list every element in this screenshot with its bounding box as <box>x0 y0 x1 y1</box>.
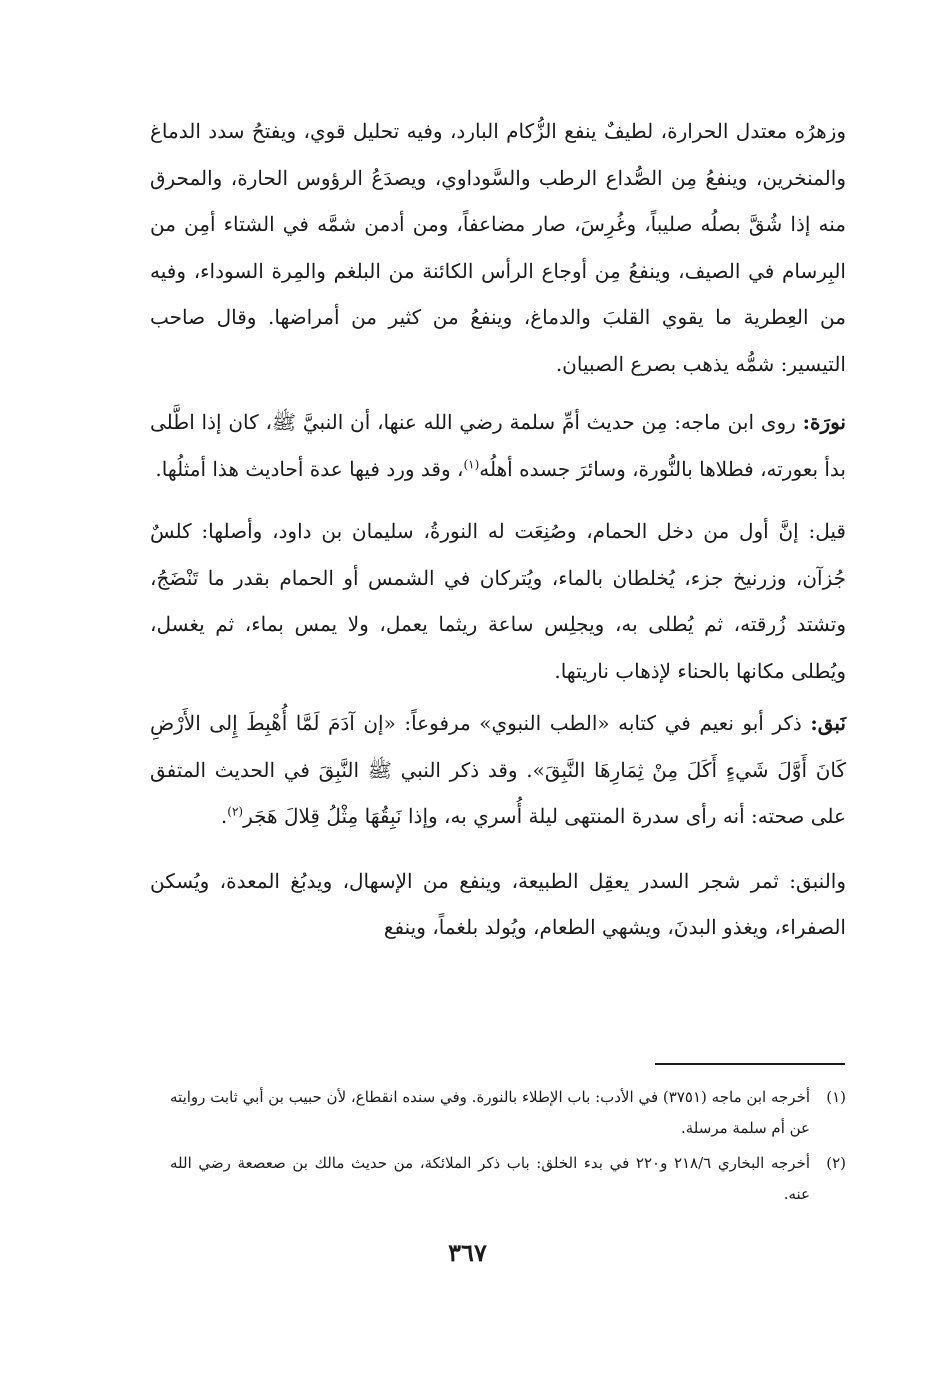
footnote-1-number: (١) <box>826 1088 846 1106</box>
paragraph-nabq-text-a: ذكر أبو نعيم في كتابه «الطب النبوي» مرفوعاً: «إن آدَمَ لَمَّا أُهْبِطَ إِلى الأَرْضِ كَانَ أَوَّلَ شَيءٍ أَكَلَ مِنْ ثِمَارِهَا النَّبِقَ». وقد ذكر النبي ﷺ النَّبِقَ في الحديث المتفق على صحته: أنه رأى سدرة المنتهى ليلة أُسري به، وإذا نَبِقُهَا مِثْلُ قِلالَ هَجَر <box>150 711 846 828</box>
paragraph-basil-flower: وزهرُه معتدل الحرارة، لطيفٌ ينفع الزُّكام البارد، وفيه تحليل قوي، ويفتحُ سدد الدماغ والمنخرين، وينفعُ مِن الصُّداع الرطب والسَّوداوي، ويصدَعُ الرؤوس الحارة، والمحرق منه إذا شُقَّ بصلُه صليباً، وغُرِسَ، صار مضاعفاً، ومن أدمن شمَّه في الشتاء أمِن من البِرسام في الصيف، وينفعُ مِن أوجاع الرأس الكائنة من البلغم والمِرة السوداء، وفيه من العِطرية ما يقوي القلبَ والدماغ، وينفعُ من كثير من أمراضها. وقال صاحب التيسير: شمُّه يذهب بصرع الصبيان. <box>150 119 846 376</box>
paragraph-nabq-properties: والنبق: ثمر شجر السدر يعقِل الطبيعة، وينفع من الإسهال، ويدبُغ المعدة، ويُسكن الصفراء، ويغذو البدنَ، ويشهي الطعام، ويُولد بلغماً، وينفع <box>150 868 846 939</box>
footnote-2-text: أخرجه البخاري ٢١٨/٦ و٢٢٠ في بدء الخلق: باب ذكر الملائكة، من حديث مالك بن صعصعة رضي الله عنه. <box>170 1154 810 1203</box>
entry-term-noora: نورَة: <box>802 410 846 434</box>
paragraph-noora-text-b: ، وقد ورد فيها عدة أحاديث هذا أمثلُها. <box>155 456 464 481</box>
main-text <box>150 108 846 951</box>
paragraph-nabq-text-b: . <box>220 804 228 828</box>
page-number: ٣٦٧ <box>448 1238 487 1267</box>
entry-term-nabq: نَبق: <box>810 711 846 735</box>
footnote-1 <box>170 1082 846 1144</box>
paragraph-bath-origin: قيل: إنَّ أول من دخل الحمام، وصُنِعَت له النورةُ، سليمان بن داود، وأصلها: كلسٌ جُزآن، وزرنيخ جزء، يُخلطان بالماء، ويُتركان في الشمس أو الحمام بقدر ما تَنْضَجُ، وتشتد زُرقته، ثم يُطلى به، ويجلِس ساعة ريثما يعمل، ولا يمس بماء، ثم يغسل، ويُطلى مكانها بالحناء لإذهاب ناريتها. <box>150 519 846 683</box>
footnote-2-number: (٢) <box>826 1154 846 1172</box>
footnote-2 <box>170 1148 846 1210</box>
footnote-divider <box>655 1063 845 1065</box>
paragraph-noora <box>150 399 846 492</box>
paragraph-nabq <box>150 700 846 840</box>
footnote-ref-2[interactable]: (٢) <box>227 804 244 819</box>
paragraph-noora-text-a: روى ابن ماجه: مِن حديث أمِّ سلمة رضي الله عنها، أن النبيَّ ﷺ، كان إذا اطَّلى بدأ بعورته، فطلاها بالنُّورة، وسائرَ جسده أهلُه <box>150 410 846 481</box>
footnote-ref-1[interactable]: (١) <box>463 456 480 471</box>
footnote-1-text: أخرجه ابن ماجه (٣٧٥١) في الأدب: باب الإطلاء بالنورة. وفي سنده انقطاع، لأن حبيب بن أبي ثابت روايته عن أم سلمة مرسلة. <box>170 1088 811 1137</box>
footnotes <box>170 1082 846 1214</box>
